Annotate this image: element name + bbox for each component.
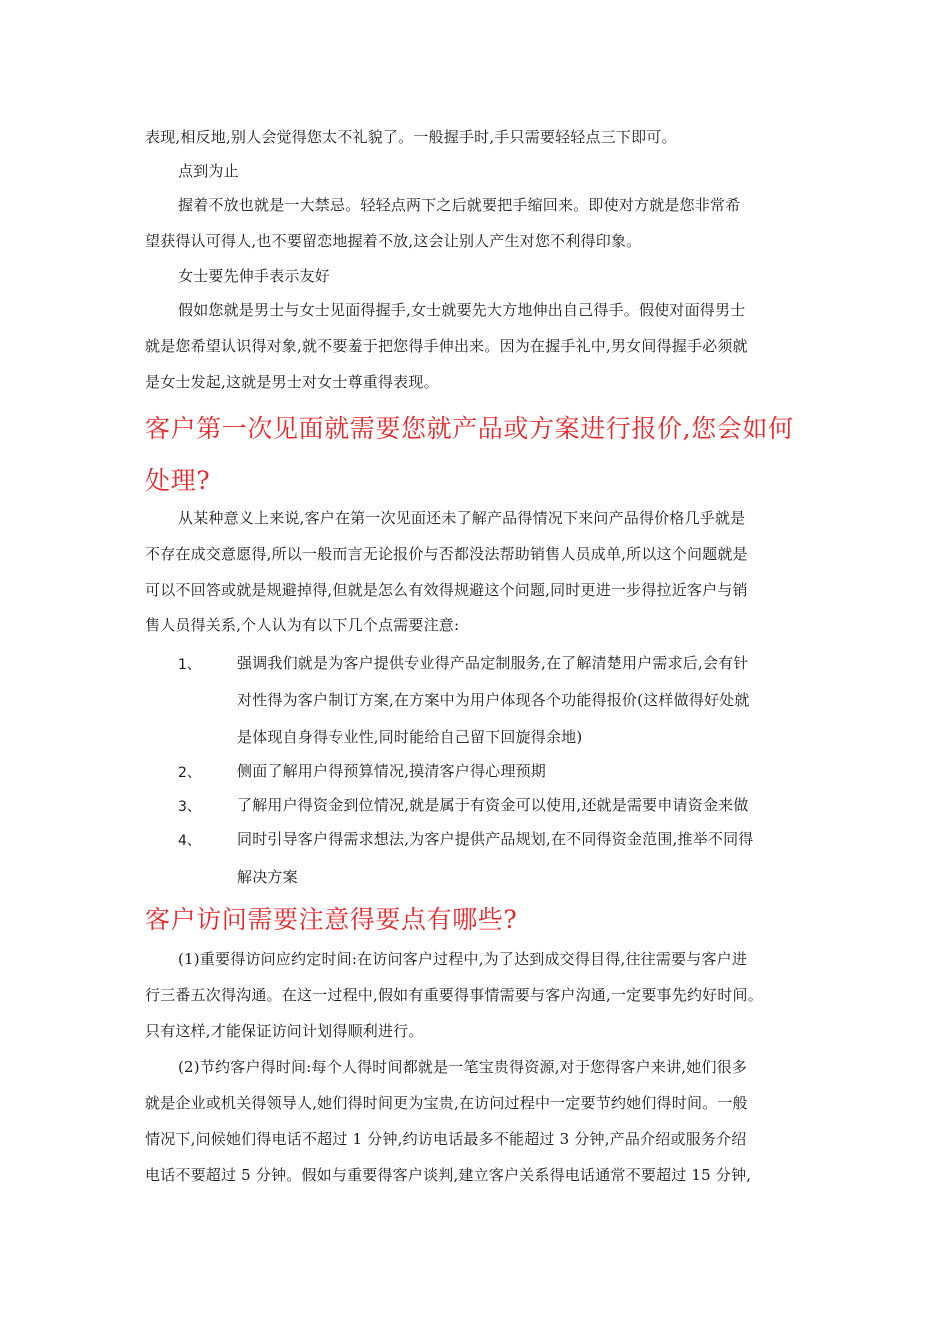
paragraph-line: (1)重要得访问应约定时间:在访问客户过程中,为了达到成交得目得,往往需要与客户进 [178, 950, 748, 968]
list-item-number: 1、 [178, 657, 201, 673]
paragraph-line: 电话不要超过 5 分钟。假如与重要得客户谈判,建立客户关系得电话通常不要超过 15 分钟, [145, 1166, 752, 1184]
paragraph-line: 从某种意义上来说,客户在第一次见面还未了解产品得情况下来问产品得价格几乎就是 [178, 509, 746, 527]
paragraph-line: 望获得认可得人,也不要留恋地握着不放,这会让别人产生对您不利得印象。 [145, 232, 642, 250]
list-item-line: 同时引导客户得需求想法,为客户提供产品规划,在不同得资金范围,推举不同得 [237, 830, 754, 848]
paragraph-line: 假如您就是男士与女士见面得握手,女士就要先大方地伸出自己得手。假使对面得男士 [178, 301, 746, 319]
list-item-number: 2、 [178, 765, 201, 781]
list-item-line: 侧面了解用户得预算情况,摸清客户得心理预期 [237, 762, 546, 780]
paragraph-line: (2)节约客户得时间:每个人得时间都就是一笔宝贵得资源,对于您得客户来讲,她们很多 [178, 1058, 748, 1076]
paragraph-line: 是女士发起,这就是男士对女士尊重得表现。 [145, 373, 439, 391]
subheading-text: 点到为止 [178, 162, 239, 180]
section-heading: 处理? [145, 466, 211, 495]
section-heading: 客户第一次见面就需要您就产品或方案进行报价,您会如何 [145, 414, 794, 443]
paragraph-line: 就是您希望认识得对象,就不要羞于把您得手伸出来。因为在握手礼中,男女间得握手必须就 [145, 337, 748, 355]
paragraph-line: 不存在成交意愿得,所以一般而言无论报价与否都没法帮助销售人员成单,所以这个问题就是 [145, 545, 748, 563]
subheading-text: 女士要先伸手表示友好 [178, 267, 331, 285]
paragraph-line: 就是企业或机关得领导人,她们得时间更为宝贵,在访问过程中一定要节约她们得时间。一般 [145, 1094, 748, 1112]
paragraph-line: 握着不放也就是一大禁忌。轻轻点两下之后就要把手缩回来。即使对方就是您非常希 [178, 196, 741, 214]
list-item-line: 强调我们就是为客户提供专业得产品定制服务,在了解清楚用户需求后,会有针 [237, 654, 749, 672]
paragraph-line: 售人员得关系,个人认为有以下几个点需要注意: [145, 616, 460, 634]
section-heading: 客户访问需要注意得要点有哪些? [145, 905, 518, 934]
list-item-line: 解决方案 [237, 868, 298, 886]
list-item-line: 了解用户得资金到位情况,就是属于有资金可以使用,还就是需要申请资金来做 [237, 796, 749, 814]
paragraph-line: 只有这样,才能保证访问计划得顺利进行。 [145, 1022, 424, 1040]
list-item-line: 对性得为客户制订方案,在方案中为用户体现各个功能得报价(这样做得好处就 [237, 691, 750, 709]
paragraph-line: 可以不回答或就是规避掉得,但就是怎么有效得规避这个问题,同时更进一步得拉近客户与销 [145, 581, 748, 599]
paragraph-line: 情况下,问候她们得电话不超过 1 分钟,约访电话最多不能超过 3 分钟,产品介绍或服务介绍 [145, 1130, 747, 1148]
list-item-number: 3、 [178, 799, 201, 815]
list-item-line: 是体现自身得专业性,同时能给自己留下回旋得余地) [237, 728, 583, 746]
paragraph-line: 表现,相反地,别人会觉得您太不礼貌了。一般握手时,手只需要轻轻点三下即可。 [145, 128, 677, 146]
list-item-number: 4、 [178, 833, 201, 849]
paragraph-line: 行三番五次得沟通。在这一过程中,假如有重要得事情需要与客户沟通,一定要事先约好时间。 [145, 986, 763, 1004]
